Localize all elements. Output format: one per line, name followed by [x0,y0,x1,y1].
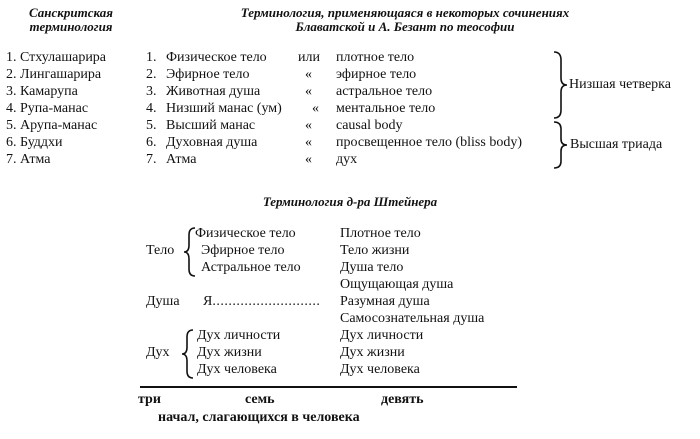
row-equivalent: просвещенное тело (bliss body) [336,135,522,150]
row-number: 1. [146,50,157,65]
steiner-body-right: Тело жизни [340,243,410,258]
row-separator: « [305,84,312,99]
steiner-body-item: Физическое тело [195,226,296,241]
steiner-spirit-right: Дух человека [340,362,420,377]
dotted-leader: ........................... [212,294,321,309]
item-number: 5. [6,118,17,133]
row-equivalent: плотное тело [336,50,415,65]
row-term: Животная душа [166,84,261,99]
steiner-spirit-right: Дух личности [340,328,424,343]
row-term: Атма [166,152,197,167]
item-text: Камарупа [20,84,78,99]
footer-seven: семь [245,392,275,407]
item-text: Арупа-манас [20,118,98,133]
row-separator: « [305,118,312,133]
list-item [6,67,101,83]
theosophy-header [190,6,620,34]
steiner-body-right: Душа тело [340,260,404,275]
steiner-body-item: Астральное тело [201,260,301,275]
higher-triad-brace [552,120,568,170]
row-term: Низший манас (ум) [166,101,282,116]
list-item [6,135,63,151]
row-term: Духовная душа [166,135,258,150]
list-item [6,84,78,100]
row-term: Высший манас [166,118,256,133]
row-separator: « [305,67,312,82]
row-separator: « [305,135,312,150]
steiner-spirit-item: Дух личности [197,328,281,343]
steiner-soul-label: Душа [146,294,180,309]
theosophy-header-line1: Терминология, применяющаяся в некоторых сочинениях [240,5,570,20]
list-item [6,152,51,168]
list-item [6,118,97,134]
steiner-soul-right: Ощущающая душа [340,277,454,292]
item-number: 6. [6,135,17,150]
theosophy-header-line2: Блаватской и А. Безант по теософии [295,19,515,34]
row-number: 7. [146,152,157,167]
item-text: Буддхи [20,135,63,150]
row-equivalent: дух [336,152,358,167]
steiner-body-item: Эфирное тело [201,243,285,258]
steiner-body-right: Плотное тело [340,226,421,241]
row-separator: или [298,50,320,65]
sanskrit-header-line1: Санскритская [29,5,113,20]
steiner-spirit-brace [181,328,195,380]
item-number: 7. [6,152,17,167]
row-number: 6. [146,135,157,150]
row-number: 2. [146,67,157,82]
steiner-soul-self: Я [203,294,213,309]
item-text: Атма [20,152,51,167]
steiner-soul-right: Самосознательная душа [340,311,485,326]
row-separator: « [305,152,312,167]
summary-rule [140,386,517,388]
item-number: 2. [6,67,17,82]
steiner-spirit-right: Дух жизни [340,345,405,360]
higher-triad-label: Высшая триада [570,137,663,152]
footer-nine: девять [381,392,424,407]
item-number: 4. [6,101,17,116]
steiner-body-label: Тело [146,243,175,258]
item-text: Рупа-манас [20,101,89,116]
row-term: Эфирное тело [166,67,250,82]
sanskrit-header-line2: терминология [29,19,113,34]
row-number: 3. [146,84,157,99]
steiner-spirit-item: Дух человека [197,362,277,377]
item-number: 1. [6,50,17,65]
footer-caption: начал, слагающихся в человека [158,410,360,425]
lower-quaternary-brace [552,50,568,120]
item-text: Лингашарира [20,67,102,82]
row-equivalent: causal body [336,118,403,133]
row-equivalent: астральное тело [336,84,433,99]
footer-three: три [138,392,161,407]
item-text: Стхулашарира [20,50,107,65]
row-separator: « [312,101,319,116]
row-term: Физическое тело [166,50,267,65]
steiner-spirit-item: Дух жизни [197,345,262,360]
sanskrit-header [22,6,120,34]
steiner-soul-right: Разумная душа [340,294,430,309]
list-item [6,50,106,66]
item-number: 3. [6,84,17,99]
row-number: 4. [146,101,157,116]
lower-quaternary-label: Низшая четверка [569,77,671,92]
steiner-spirit-label: Дух [146,345,170,360]
steiner-soul-item [203,294,320,310]
steiner-title: Терминология д-ра Штейнера [262,194,438,209]
row-number: 5. [146,118,157,133]
row-equivalent: ментальное тело [336,101,436,116]
list-item [6,101,88,117]
row-equivalent: эфирное тело [336,67,417,82]
